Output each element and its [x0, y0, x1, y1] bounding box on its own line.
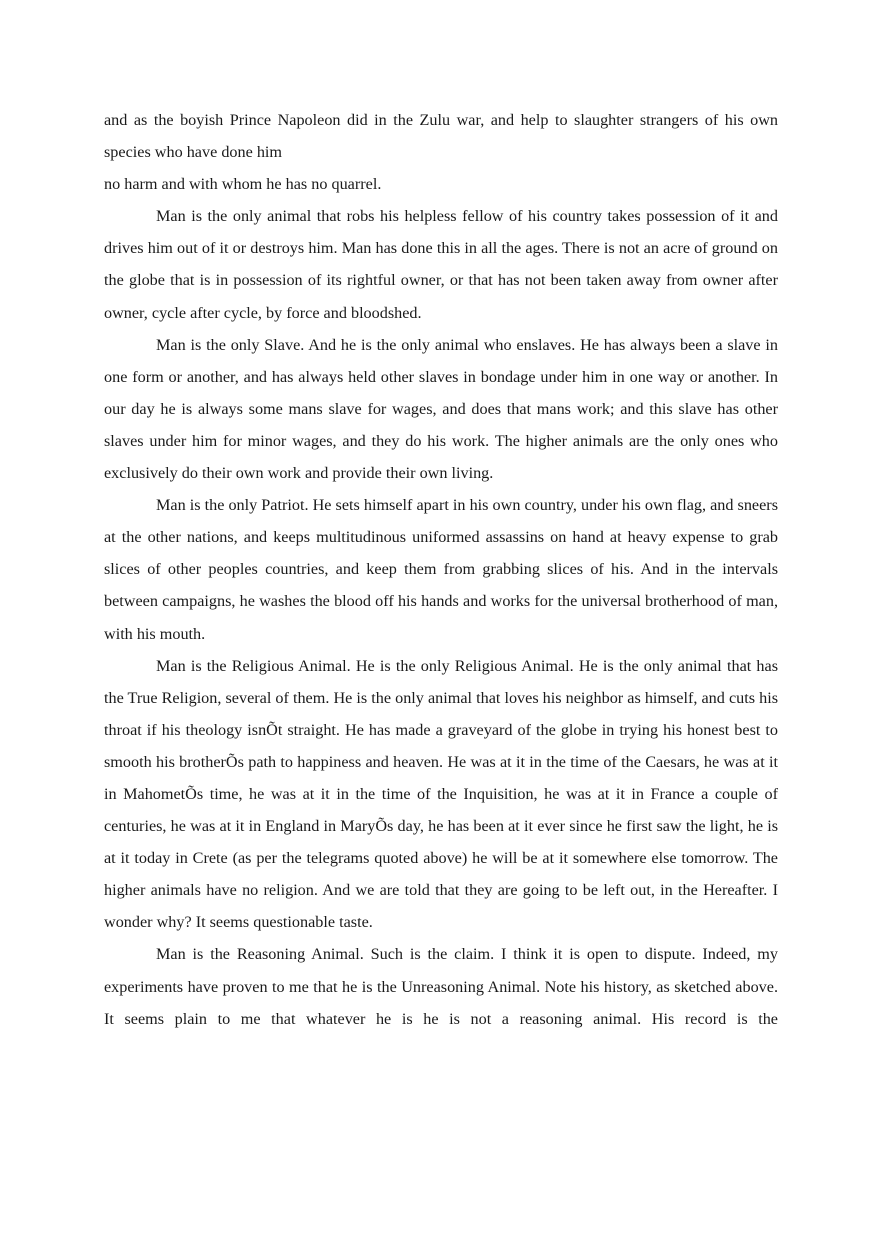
paragraph-continuation-end: no harm and with whom he has no quarrel.	[104, 175, 382, 194]
document-page	[104, 104, 778, 1034]
paragraph-continuation: and as the boyish Prince Napoleon did in the Zulu war, and help to slaughter strangers of his own species who have done him	[104, 111, 778, 162]
paragraph-reasoning-animal: Man is the Reasoning Animal. Such is the claim. I think it is open to dispute. Indeed, my experiments have proven to me that he is the Unreasoning Animal. Note his history, as sketched above. It seems plain to me that whatever he is he is not a reasoning animal. His record is the	[104, 945, 778, 1028]
paragraph-slave: Man is the only Slave. And he is the only animal who enslaves. He has always been a slave in one form or another, and has always held other slaves in bondage under him in one way or another. In our day he is always some mans slave for wages, and does that mans work; and this slave has other slaves under him for minor wages, and they do his work. The higher animals are the only ones who exclusively do their own work and provide their own living.	[104, 335, 778, 483]
paragraph-religious-animal: Man is the Religious Animal. He is the only Religious Animal. He is the only animal that has the True Religion, several of them. He is the only animal that loves his neighbor as himself, and cuts his throat if his theology isnÕt straight. He has made a graveyard of the globe in trying his honest best to smooth his brotherÕs path to happiness and heaven. He was at it in the time of the Caesars, he was at it in MahometÕs time, he was at it in the time of the Inquisition, he was at it in France a couple of centuries, he was at it in England in MaryÕs day, he has been at it ever since he first saw the light, he is at it today in Crete (as per the telegrams quoted above) he will be at it somewhere else tomorrow. The higher animals have no religion. And we are told that they are going to be left out, in the Hereafter. I wonder why? It seems questionable taste.	[104, 656, 778, 932]
paragraph-robs-country: Man is the only animal that robs his helpless fellow of his country takes possession of it and drives him out of it or destroys him. Man has done this in all the ages. There is not an acre of ground on the globe that is in possession of its rightful owner, or that has not been taken away from owner after owner, cycle after cycle, by force and bloodshed.	[104, 207, 778, 322]
paragraph-patriot: Man is the only Patriot. He sets himself apart in his own country, under his own flag, and sneers at the other nations, and keeps multitudinous uniformed assassins on hand at heavy expense to grab slices of other peoples countries, and keep them from grabbing slices of his. And in the intervals between campaigns, he washes the blood off his hands and works for the universal brotherhood of man, with his mouth.	[104, 496, 778, 643]
